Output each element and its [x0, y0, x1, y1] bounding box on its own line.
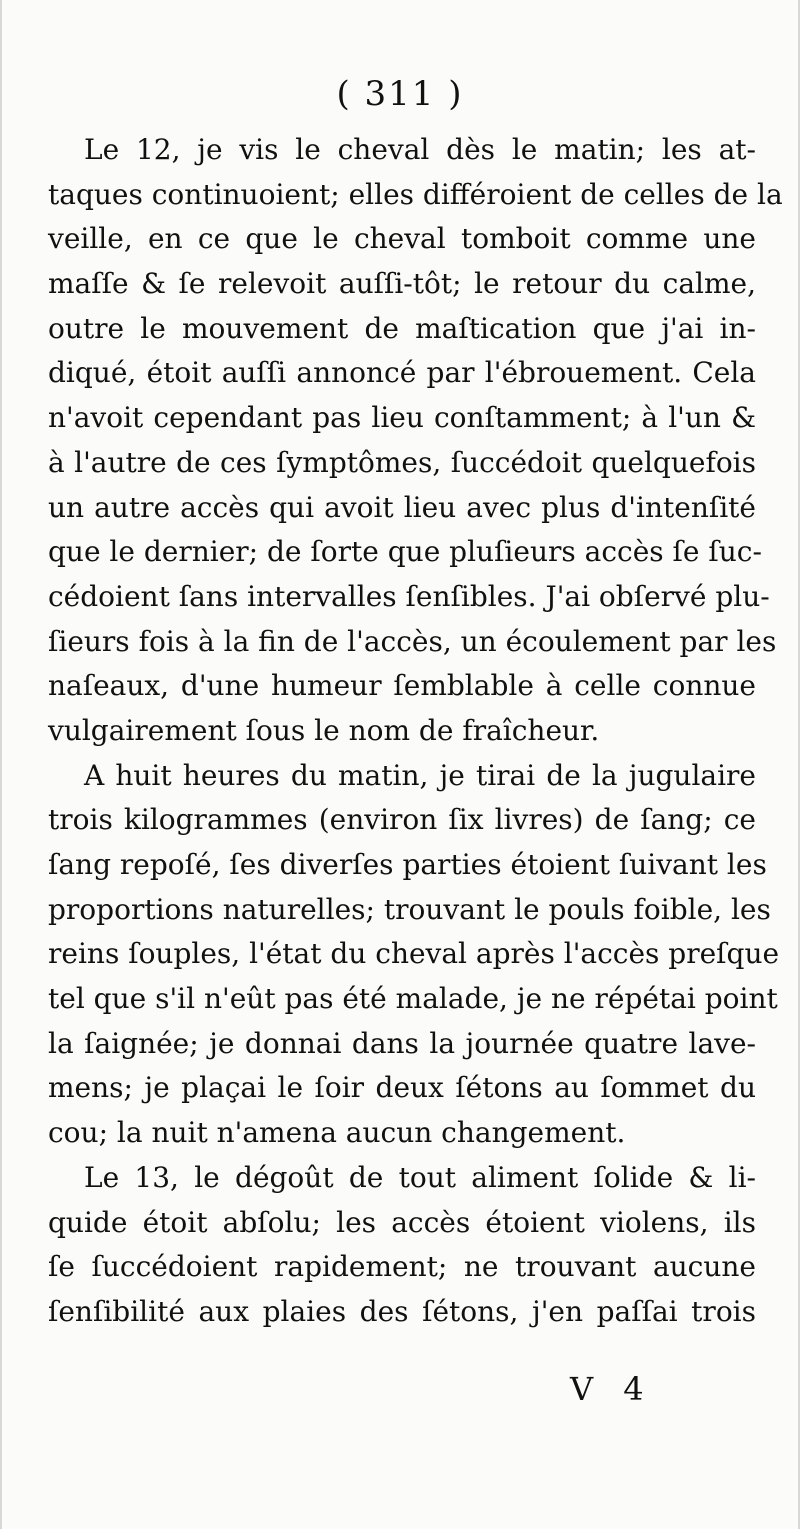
text-line: n'avoit cependant pas lieu conſtamment; à l'un & [48, 401, 756, 435]
text-line: à l'autre de ces ſymptômes, ſuccédoit quelquefois [48, 445, 756, 479]
text-line: maſſe & ſe relevoit auſſi-tôt; le retour du calme, [48, 267, 756, 301]
text-line: cou; la nuit n'amena aucun changement. [48, 1116, 626, 1150]
paragraph-2 [48, 754, 780, 1156]
text-line: taques continuoient; elles différoient de celles de la [48, 177, 783, 211]
text-line: naſeaux, d'une humeur ſemblable à celle connue [48, 669, 756, 703]
page-number: ( 311 ) [336, 74, 464, 114]
text-line: proportions naturelles; trouvant le pouls foible, les [48, 892, 771, 926]
text-line: A huit heures du matin, je tirai de la jugulaire [84, 758, 756, 792]
text-line: mens; je plaçai le ſoir deux ſétons au ſommet du [48, 1071, 756, 1105]
left-scan-edge [0, 0, 2, 1529]
text-line: reins ſouples, l'état du cheval après l'accès preſque [48, 937, 780, 971]
text-line: outre le mouvement de maſtication que j'ai in- [48, 311, 756, 345]
text-line: que le dernier; de ſorte que pluſieurs accès ſe ſuc- [48, 535, 762, 569]
text-line: tel que s'il n'eût pas été malade, je ne répétai point [48, 982, 778, 1016]
text-line: ſieurs fois à la fin de l'accès, un écoulement par les [48, 624, 777, 658]
signature-mark: V 4 [570, 1370, 654, 1408]
text-line: un autre accès qui avoit lieu avec plus d'intenſité [48, 490, 756, 524]
text-line: ſang repoſé, ſes diverſes parties étoient ſuivant les [48, 848, 767, 881]
body-text [48, 128, 783, 1335]
text-line: cédoient ſans intervalles ſenſibles. J'ai obſervé plu- [48, 579, 770, 613]
text-line: vulgairement ſous le nom de fraîcheur. [48, 713, 600, 747]
text-line: la ſaignée; je donnai dans la journée quatre lave- [48, 1026, 756, 1060]
text-line: ſe ſuccédoient rapidement; ne trouvant aucune [48, 1250, 756, 1284]
text-line: ſenſibilité aux plaies des ſétons, j'en paſſai trois [48, 1294, 756, 1328]
text-line: quide étoit abſolu; les accès étoient violens, ils [48, 1205, 756, 1239]
paragraph-1 [48, 128, 783, 754]
text-line: trois kilogrammes (environ ſix livres) de ſang; ce [48, 803, 756, 837]
paragraph-3 [48, 1156, 756, 1335]
text-line: Le 12, je vis le cheval dès le matin; les at- [84, 133, 756, 166]
text-line: veille, en ce que le cheval tomboit comme une [48, 222, 756, 256]
text-line: diqué, étoit auſſi annoncé par l'ébrouement. Cela [48, 356, 756, 390]
text-line: Le 13, le dégoût de tout aliment ſolide & li- [84, 1160, 756, 1194]
